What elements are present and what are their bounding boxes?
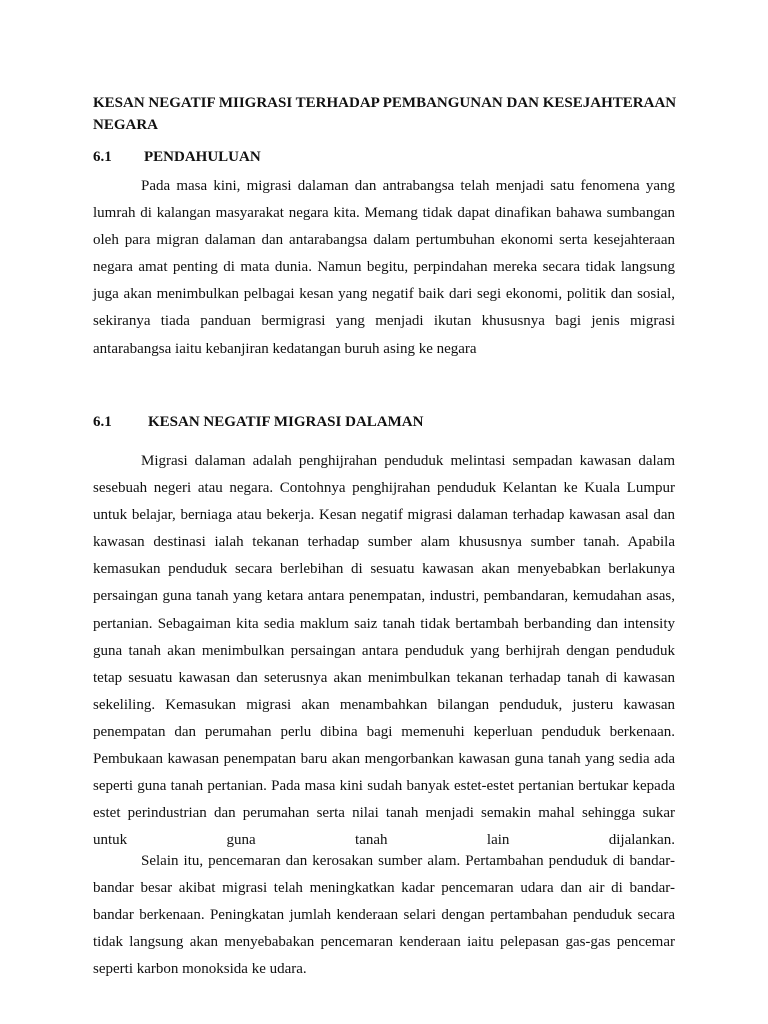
section-title: KESAN NEGATIF MIGRASI DALAMAN: [148, 414, 424, 430]
paragraph-pendahuluan: Pada masa kini, migrasi dalaman dan antrabangsa telah menjadi satu fenomena yang lumrah di kalangan masyarakat negara kita. Memang tidak dapat dinafikan bahawa sumbangan oleh para migran dalaman dan antarabangsa dalam pertumbuhan ekonomi serta kesejahteraan negara amat penting di mata dunia. Namun begitu, perpindahan mereka secara tidak langsung juga akan menimbulkan pelbagai kesan yang negatif baik dari segi ekonomi, politik dan sosial, sekiranya tiada panduan bermigrasi yang menjadi ikutan khususnya bagi jenis migrasi antarabangsa iaitu kebanjiran kedatangan buruh asing ke negara: [93, 178, 675, 357]
section-number: 6.1: [93, 414, 112, 430]
section-heading-migrasi-dalaman: [93, 412, 423, 432]
document-title: KESAN NEGATIF MIIGRASI TERHADAP PEMBANGUNAN DAN KESEJAHTERAAN NEGARA: [93, 95, 677, 133]
section-heading-pendahuluan: [93, 147, 261, 167]
paragraph-migrasi-dalaman-2: Selain itu, pencemaran dan kerosakan sumber alam. Pertambahan penduduk di bandar-bandar besar akibat migrasi telah meningkatkan kadar pencemaran udara dan air di bandar-bandar berkenaan. Peningkatan jumlah kenderaan selari dengan pertambahan penduduk secara tidak langsung akan menyebabakan pencemaran kenderaan iaitu pelepasan gas-gas pencemar seperti karbon monoksida ke udara.: [93, 853, 675, 977]
section-title: PENDAHULUAN: [144, 149, 261, 165]
section-number: 6.1: [93, 149, 112, 165]
paragraph-migrasi-dalaman-1: Migrasi dalaman adalah penghijrahan penduduk melintasi sempadan kawasan dalam sesebuah negeri atau negara. Contohnya penghijrahan penduduk Kelantan ke Kuala Lumpur untuk belajar, berniaga atau bekerja. Kesan negatif migrasi dalaman terhadap kawasan asal dan kawasan destinasi ialah tekanan terhadap sumber alam khususnya sumber tanah. Apabila kemasukan penduduk secara berlebihan di sesuatu kawasan akan menyebabkan berlakunya persaingan guna tanah yang ketara antara penempatan, industri, pembandaran, kemudahan asas, pertanian. Sebagaiman kita sedia maklum saiz tanah tidak bertambah berbanding dan intensity guna tanah akan menimbulkan persaingan antara penduduk yang berhijrah dengan penduduk tetap sesuatu kawasan dan seterusnya akan menimbulkan tekanan terhadap tanah di kawasan sekeliling. Kemasukan migrasi akan menambahkan bilangan penduduk, justeru kawasan penempatan dan perumahan perlu dibina bagi memenuhi keperluan penduduk berkenaan. Pembukaan kawasan penempatan baru akan mengorbankan kawasan guna tanah yang sedia ada seperti guna tanah pertanian. Pada masa kini sudah banyak estet-estet pertanian bertukar kepada estet perindustrian dan perumahan serta nilai tanah menjadi semakin mahal sehingga sukar untuk guna tanah lain dijalankan.: [93, 453, 675, 849]
